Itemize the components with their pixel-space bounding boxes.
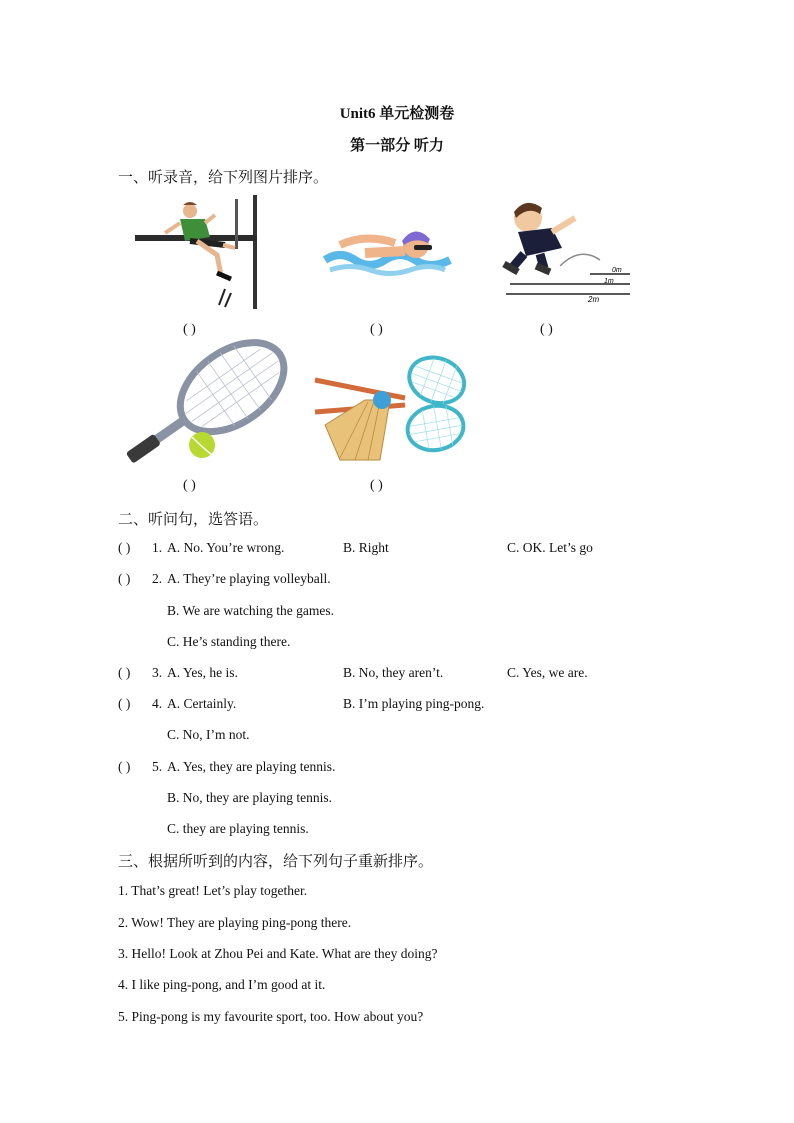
option-2c: C. He’s standing there. <box>167 634 291 649</box>
option-3a: A. Yes, he is. <box>167 665 238 680</box>
option-2b: B. We are watching the games. <box>167 603 334 618</box>
sentence-1: 1. That’s great! Let’s play together. <box>118 883 308 898</box>
option-1c: C. OK. Let’s go <box>507 540 593 555</box>
question-number-3: 3. <box>152 665 163 680</box>
option-1a: A. No. You’re wrong. <box>167 540 285 555</box>
svg-text:0m: 0m <box>612 267 622 274</box>
question-number-2: 2. <box>152 571 163 586</box>
high-jump-icon <box>135 193 265 313</box>
option-5b: B. No, they are playing tennis. <box>167 790 332 805</box>
picture-blank-2[interactable]: ( ) <box>370 322 383 337</box>
sentence-3: 3. Hello! Look at Zhou Pei and Kate. What are they doing? <box>118 946 438 961</box>
option-5a: A. Yes, they are playing tennis. <box>167 759 336 774</box>
svg-text:2m: 2m <box>588 295 600 304</box>
answer-blank-1[interactable]: ( ) <box>118 540 131 555</box>
answer-blank-2[interactable]: ( ) <box>118 571 131 586</box>
option-2a: A. They’re playing volleyball. <box>167 571 331 586</box>
sentence-2: 2. Wow! They are playing ping-pong there. <box>118 915 352 930</box>
picture-blank-1[interactable]: ( ) <box>183 322 196 337</box>
picture-blank-4[interactable]: ( ) <box>183 478 196 493</box>
answer-blank-4[interactable]: ( ) <box>118 696 131 711</box>
badminton-icon <box>310 350 470 465</box>
option-4b: B. I’m playing ping-pong. <box>343 696 485 711</box>
swimmer-icon <box>320 215 455 280</box>
picture-blank-3[interactable]: ( ) <box>540 322 553 337</box>
option-3b: B. No, they aren’t. <box>343 665 444 680</box>
sentence-5: 5. Ping-pong is my favourite sport, too. How about you? <box>118 1009 424 1024</box>
answer-blank-5[interactable]: ( ) <box>118 759 131 774</box>
long-jump-icon <box>500 196 635 306</box>
section-heading-2: 二、听问句，选答语。 <box>118 512 269 528</box>
part-title: 第一部分 听力 <box>350 138 444 154</box>
section-heading-1: 一、听录音，给下列图片排序。 <box>118 170 329 186</box>
tennis-racket-icon <box>118 345 293 470</box>
sentence-4: 4. I like ping-pong, and I’m good at it. <box>118 977 326 992</box>
question-number-5: 5. <box>152 759 163 774</box>
option-5c: C. they are playing tennis. <box>167 821 309 836</box>
question-number-1: 1. <box>152 540 163 555</box>
option-1b: B. Right <box>343 540 389 555</box>
option-4c: C. No, I’m not. <box>167 727 250 742</box>
page-title: Unit6 单元检测卷 <box>339 106 455 122</box>
svg-text:1m: 1m <box>604 278 614 285</box>
picture-blank-5[interactable]: ( ) <box>370 478 383 493</box>
option-4a: A. Certainly. <box>167 696 237 711</box>
answer-blank-3[interactable]: ( ) <box>118 665 131 680</box>
option-3c: C. Yes, we are. <box>507 665 588 680</box>
question-number-4: 4. <box>152 696 163 711</box>
section-heading-3: 三、根据所听到的内容，给下列句子重新排序。 <box>118 854 434 870</box>
